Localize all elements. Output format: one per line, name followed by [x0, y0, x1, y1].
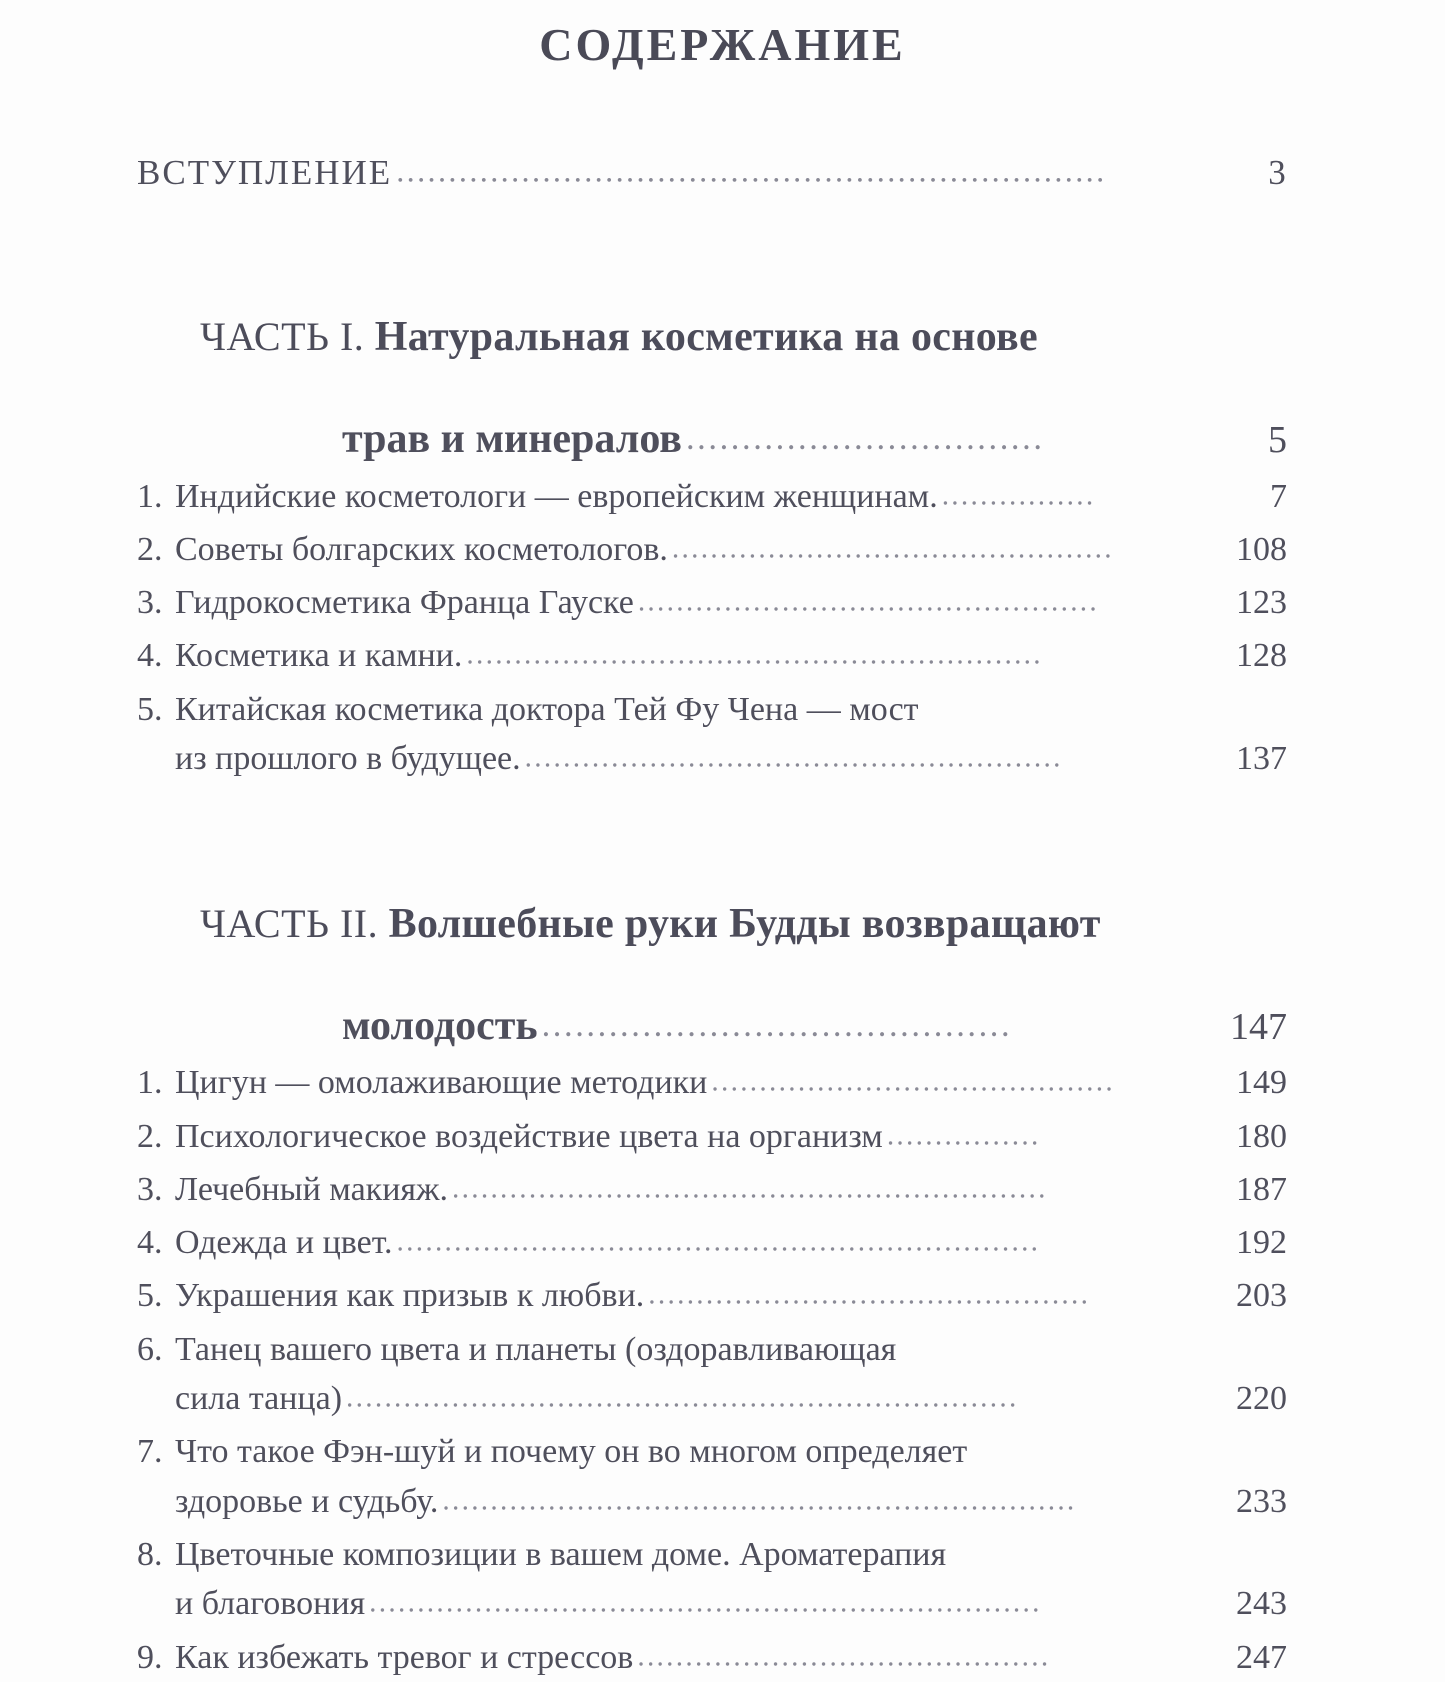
item-number: 1. — [137, 477, 163, 515]
item-title-continued: и благовония — [175, 1585, 366, 1623]
item-number: 7. — [137, 1433, 163, 1471]
leader-dots: .................................................................. — [442, 1484, 1077, 1517]
list-item[interactable] — [137, 578, 1287, 627]
list-item[interactable] — [137, 631, 1287, 680]
leader-dots: ........................................... — [637, 1640, 1051, 1673]
item-title: Косметика и камни. — [175, 637, 463, 675]
leader-dots: .............................................. — [671, 532, 1114, 565]
list-item[interactable] — [137, 525, 1287, 574]
item-number: 5. — [137, 690, 163, 728]
item-number: 9. — [137, 1638, 163, 1676]
part-section-1 — [0, 261, 1445, 784]
page-number: 192 — [1236, 1224, 1287, 1262]
item-title: Танец вашего цвета и планеты (оздоравливающая — [175, 1330, 897, 1368]
item-title-continued: здоровье и судьбу. — [175, 1482, 439, 1520]
part-number-label: ЧАСТЬ II. — [200, 900, 379, 946]
item-number: 5. — [137, 1277, 163, 1315]
part-heading-line-2[interactable] — [137, 414, 1287, 465]
item-title: Советы болгарских косметологов. — [175, 530, 668, 568]
leader-dots: .............................................. — [648, 1279, 1091, 1312]
part-1-item-list — [0, 472, 1445, 784]
leader-dots: ...................................................................... — [346, 1381, 1019, 1414]
item-title: Индийские косметологи — европейским женщинам. — [175, 477, 938, 515]
part-title-line-2: молодость — [342, 1003, 538, 1050]
leader-dots: ................................ — [685, 419, 1045, 458]
page-number: 3 — [1268, 152, 1287, 192]
item-title: Что такое Фэн-шуй и почему он во многом определяет — [175, 1433, 968, 1471]
item-title: Цигун — омолаживающие методики — [175, 1064, 708, 1102]
list-item[interactable] — [137, 1325, 1287, 1374]
part-section-2 — [0, 847, 1445, 1682]
page-number: 5 — [1268, 419, 1287, 462]
part-title-line-1: Натуральная косметика на основе — [374, 313, 1038, 360]
leader-dots: .......................................... — [711, 1065, 1115, 1098]
item-title-continued: сила танца) — [175, 1380, 343, 1418]
page-number: 220 — [1236, 1380, 1287, 1418]
item-number: 2. — [137, 1117, 163, 1155]
list-item[interactable] — [137, 1530, 1287, 1579]
list-item[interactable] — [137, 685, 1287, 734]
list-item[interactable] — [137, 1058, 1287, 1107]
page-number: 203 — [1236, 1277, 1287, 1315]
page-number: 247 — [1236, 1638, 1287, 1676]
leader-dots: ................ — [886, 1119, 1041, 1152]
page-number: 108 — [1236, 530, 1287, 568]
list-item[interactable] — [137, 1271, 1287, 1320]
page-number: 243 — [1236, 1585, 1287, 1623]
toc-entry-label: ВСТУПЛЕНИЕ — [137, 152, 393, 192]
item-number: 3. — [137, 1170, 163, 1208]
item-number: 2. — [137, 530, 163, 568]
item-title-continued: из прошлого в будущее. — [175, 740, 521, 778]
leader-dots: ............................................................ — [466, 639, 1043, 672]
leader-dots: ................................................ — [637, 585, 1100, 618]
leader-dots: .............................................................. — [452, 1172, 1048, 1205]
list-item[interactable] — [137, 1165, 1287, 1214]
list-item[interactable] — [137, 1112, 1287, 1161]
item-title: Психологическое воздействие цвета на организм — [175, 1117, 883, 1155]
item-title: Украшения как призыв к любви. — [175, 1277, 645, 1315]
item-title: Одежда и цвет. — [175, 1224, 393, 1262]
leader-dots: ........................................................ — [524, 741, 1063, 774]
list-item[interactable] — [137, 472, 1287, 521]
list-item-continuation[interactable] — [137, 1579, 1287, 1628]
list-item[interactable] — [137, 1427, 1287, 1476]
item-title: Гидрокосметика Франца Гауске — [175, 584, 634, 622]
page-number: 187 — [1236, 1170, 1287, 1208]
item-number: 3. — [137, 584, 163, 622]
list-item-continuation[interactable] — [137, 1477, 1287, 1526]
item-number: 8. — [137, 1535, 163, 1573]
part-title-line-2: трав и минералов — [342, 416, 682, 463]
part-heading-line-1 — [137, 261, 1287, 415]
list-item[interactable] — [137, 1633, 1287, 1682]
leader-dots: .................................................................... — [396, 152, 1107, 189]
item-title: Лечебный макияж. — [175, 1170, 449, 1208]
list-item[interactable] — [137, 1218, 1287, 1267]
page-number: 7 — [1270, 477, 1287, 515]
page-title: СОДЕРЖАНИЕ — [539, 19, 906, 70]
page-number: 123 — [1236, 584, 1287, 622]
toc-entry-intro[interactable] — [137, 153, 1287, 193]
page-number: 147 — [1230, 1006, 1287, 1049]
page-number: 137 — [1236, 740, 1287, 778]
item-number: 4. — [137, 1224, 163, 1262]
leader-dots: ...................................................................... — [369, 1586, 1042, 1619]
part-2-item-list — [0, 1058, 1445, 1682]
list-item-continuation[interactable] — [137, 1374, 1287, 1423]
part-heading-line-2[interactable] — [137, 1001, 1287, 1052]
item-title: Цветочные композиции в вашем доме. Ароматерапия — [175, 1535, 947, 1573]
item-number: 4. — [137, 637, 163, 675]
item-number: 1. — [137, 1064, 163, 1102]
part-number-label: ЧАСТЬ I. — [200, 313, 365, 359]
item-title: Китайская косметика доктора Тей Фу Чена — мост — [175, 690, 919, 728]
part-title-line-1: Волшебные руки Будды возвращают — [388, 900, 1101, 947]
page-number: 128 — [1236, 637, 1287, 675]
page-number: 149 — [1236, 1064, 1287, 1102]
part-heading-line-1 — [137, 847, 1287, 1001]
page-number: 180 — [1236, 1117, 1287, 1155]
leader-dots: .......................................... — [541, 1006, 1013, 1045]
list-item-continuation[interactable] — [137, 734, 1287, 783]
leader-dots: ................................................................... — [396, 1225, 1041, 1258]
leader-dots: ................ — [941, 479, 1096, 512]
page-number: 233 — [1236, 1482, 1287, 1520]
item-number: 6. — [137, 1330, 163, 1368]
item-title: Как избежать тревог и стрессов — [175, 1638, 634, 1676]
